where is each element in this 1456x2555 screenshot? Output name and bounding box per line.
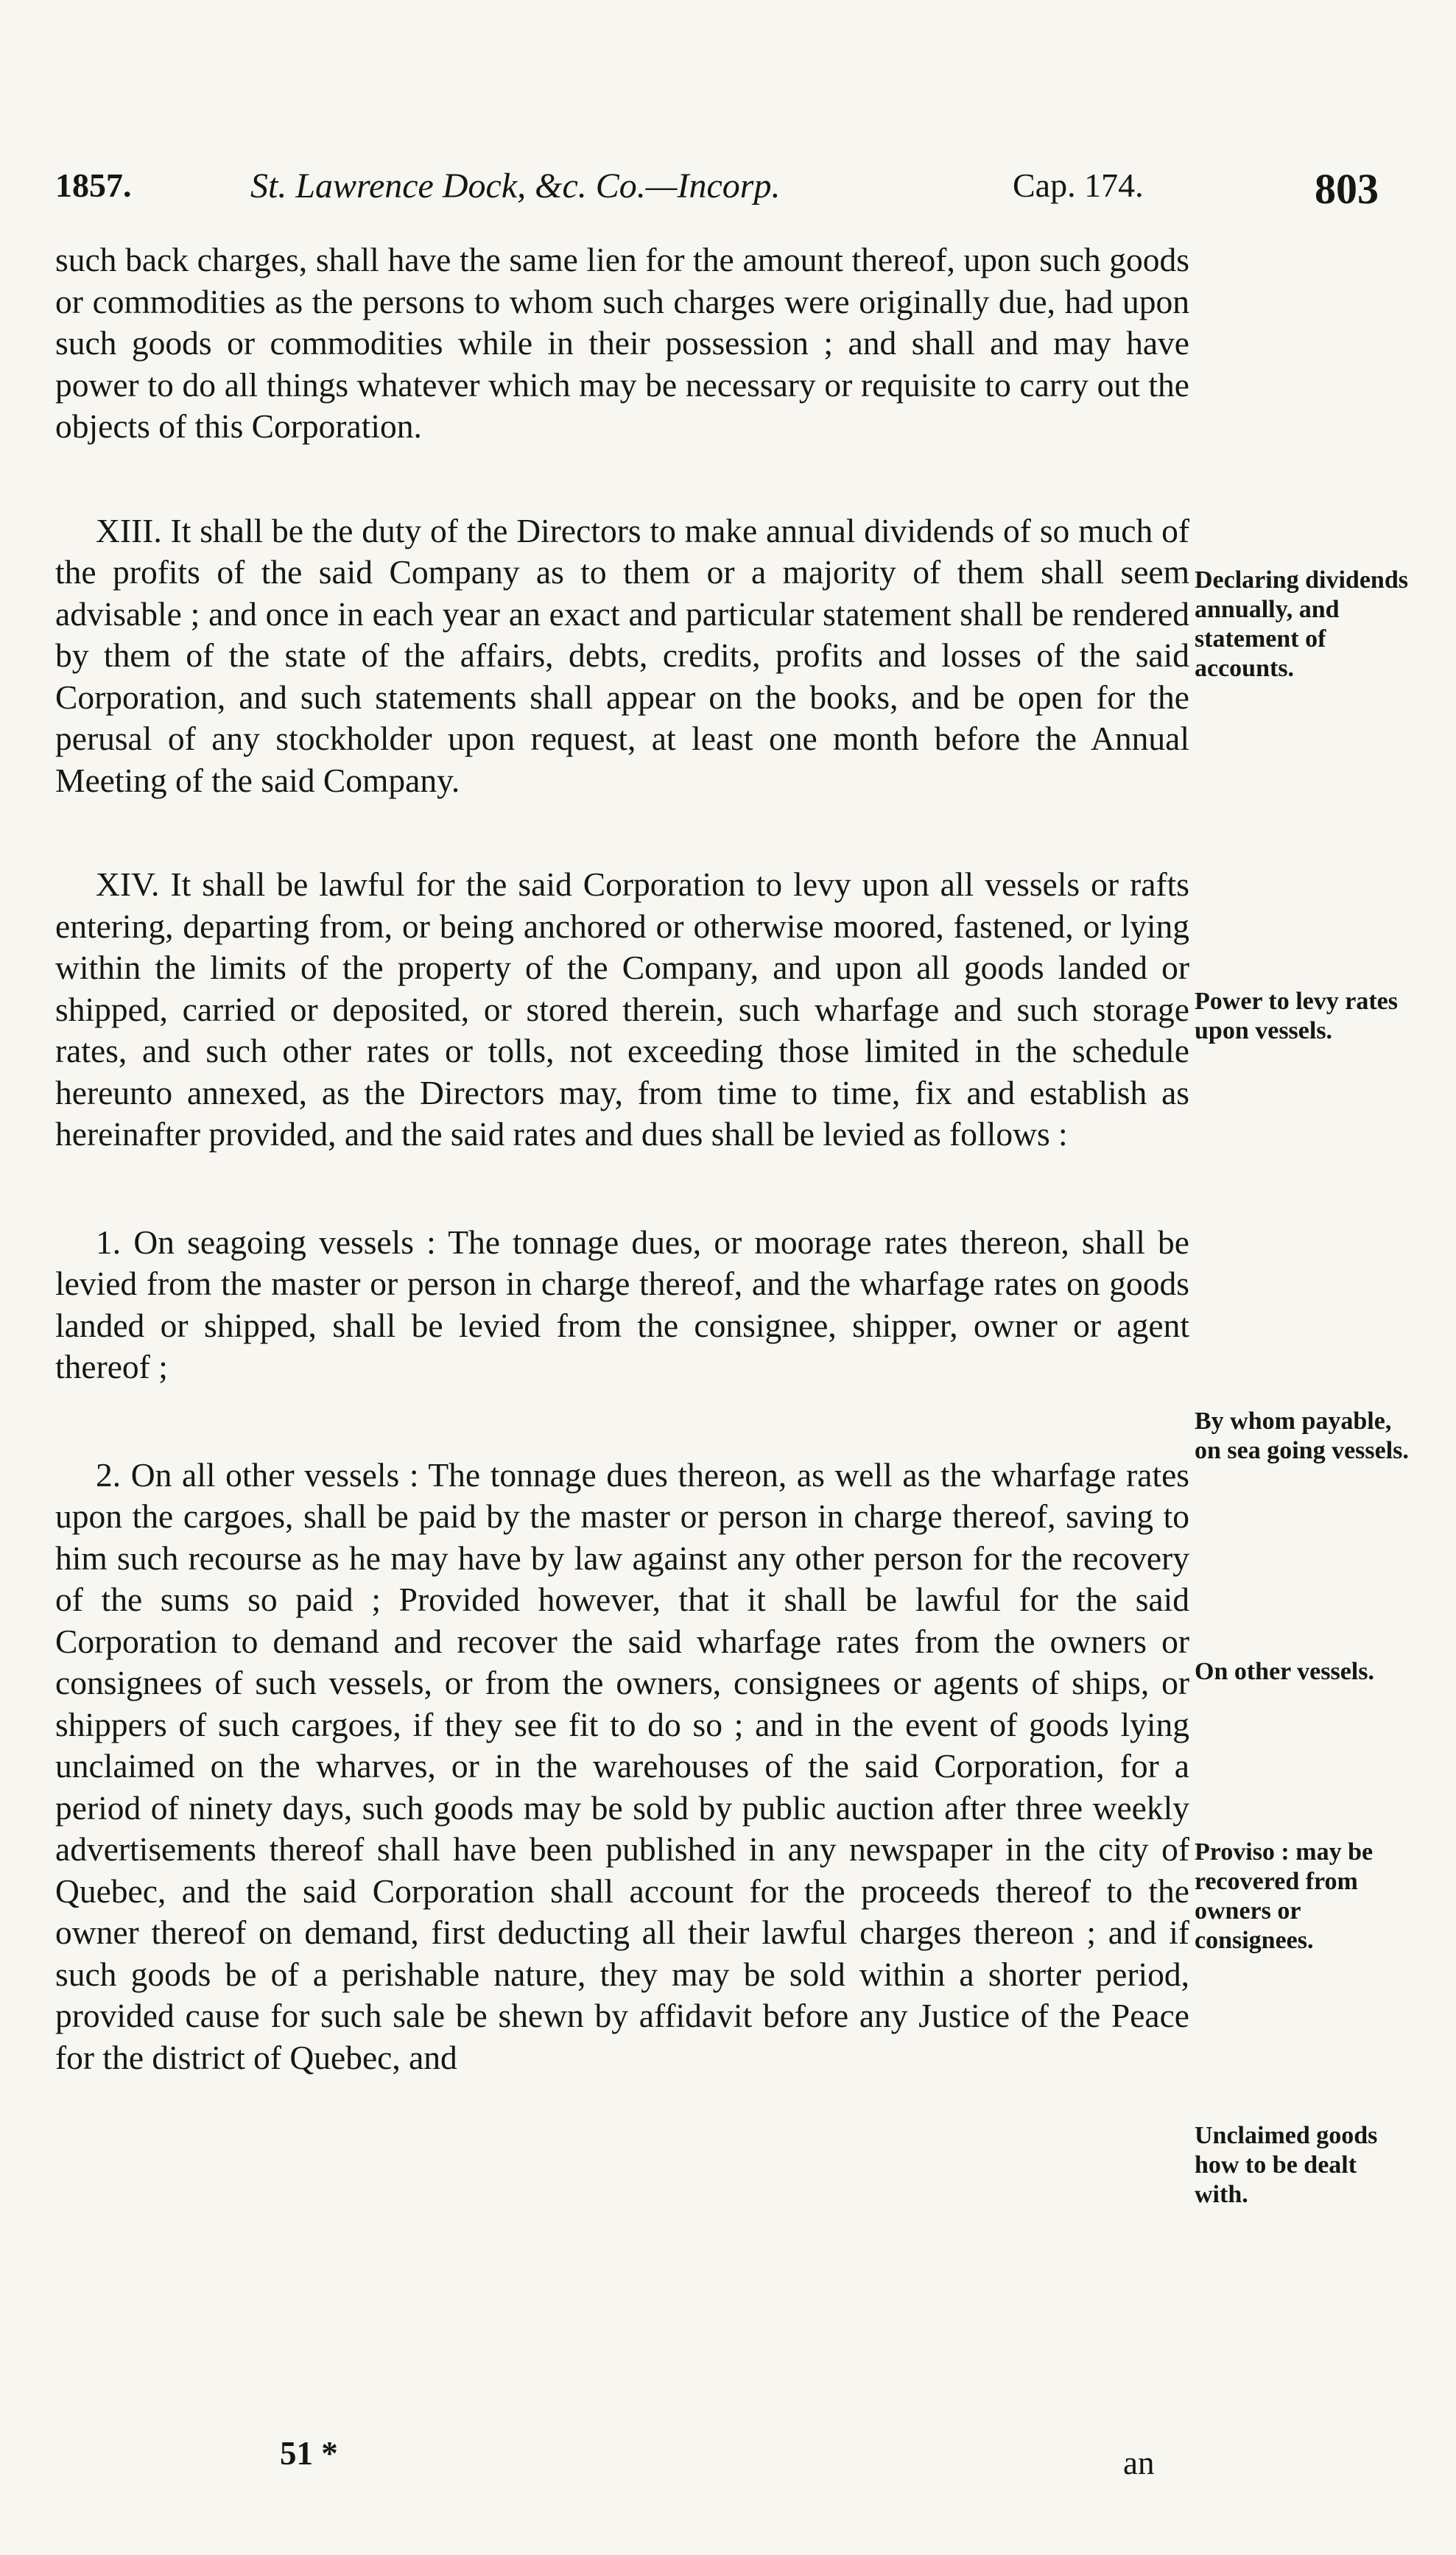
paragraph-gap (55, 1156, 1189, 1222)
sidenote-seagoing: By whom payable, on sea going vessels. (1195, 1407, 1409, 1464)
clause-1: 1. On seagoing vessels : The tonnage dues, or moorage rates thereon, shall be levied from the master or person in charge thereof, and the wharfage rates on goods landed or shipped, shall be levied from the consignee, shipper, owner or agent thereof ; (55, 1223, 1189, 1385)
header-chapter: Cap. 174. (1013, 166, 1144, 204)
sidenote-proviso: Proviso : may be recovered from owners or consignees. (1195, 1838, 1374, 1954)
page-number: 803 (1315, 165, 1379, 213)
section-xiv: XIV. It shall be lawful for the said Corporation to levy upon all vessels or rafts entering, departing from, or being anchored or otherwise moored, fastened, or lying within the limits of the property of the Company, and upon all goods landed or shipped, carried or deposited, or stored therein, such wharfage and such storage rates, and such other rates or tolls, not exceeding those limited in the schedule hereunto annexed, as the Directors may, from time to time, fix and establish as hereinafter provided, and the said rates and dues shall be levied as follows : (55, 865, 1189, 1153)
sidenote-dividends: Declaring dividends annually, and statement of accounts. (1195, 566, 1408, 682)
paragraph-gap (55, 801, 1189, 864)
running-header (55, 166, 1403, 217)
sidenote-levy: Power to levy rates upon vessels. (1195, 988, 1398, 1044)
catchword: an (1123, 2445, 1155, 2481)
sidenote-unclaimed-goods: Unclaimed goods how to be dealt with. (1195, 2122, 1378, 2208)
signature-mark: 51 * (280, 2435, 338, 2472)
paragraph-continuation: such back charges, shall have the same lien for the amount thereof, upon such goods or commodities as the persons to whom such charges were originally due, had upon such goods or commodities while in their possession ; and shall and may have power to do all things whatever which may be necessary or requisite to carry out the objects of this Corporation. (55, 241, 1189, 445)
section-xiii: XIII. It shall be the duty of the Directors to make annual dividends of so much of the profits of the said Company as to them or a majority of them shall seem advisable ; and once in each year an exact and particular statement shall be rendered by them of the state of the affairs, debts, credits, profits and losses of the said Corporation, and such statements shall appear on the books, and be open for the perusal of any stockholder upon request, at least one month before the Annual Meeting of the said Company. (55, 511, 1189, 799)
clause-2: 2. On all other vessels : The tonnage dues thereon, as well as the wharfage rates upon the cargoes, shall be paid by the master or person in charge thereof, saving to him such recourse as he may have by law against any other person for the recovery of the sums so paid ; Provided however, that it shall be lawful for the said Corporation to demand and recover the said wharfage rates from the owners or consignees of such vessels, or from the owners, consignees or agents of ships, or shippers of such cargoes, if they see fit to do so ; and in the event of goods lying unclaimed on the wharves, or in the warehouses of the said Corporation, for a period of ninety days, such goods may be sold by public auction after three weekly advertisements thereof shall have been published in any newspaper in the city of Quebec, and the said Corporation shall account for the proceeds thereof to the owner thereof on demand, first deducting all their lawful charges thereon ; and if such goods be of a perishable nature, they may be sold within a shorter period, provided cause for such sale be shewn by affidavit before any Justice of the Peace for the district of Quebec, and (55, 1455, 1189, 2076)
header-running-title: St. Lawrence Dock, &c. Co.—Incorp. (250, 166, 781, 205)
header-year: 1857. (55, 166, 132, 204)
paragraph-gap (55, 448, 1189, 510)
paragraph-gap (55, 1388, 1189, 1455)
body-text (55, 239, 1189, 2078)
sidenote-other-vessels: On other vessels. (1195, 1658, 1374, 1685)
